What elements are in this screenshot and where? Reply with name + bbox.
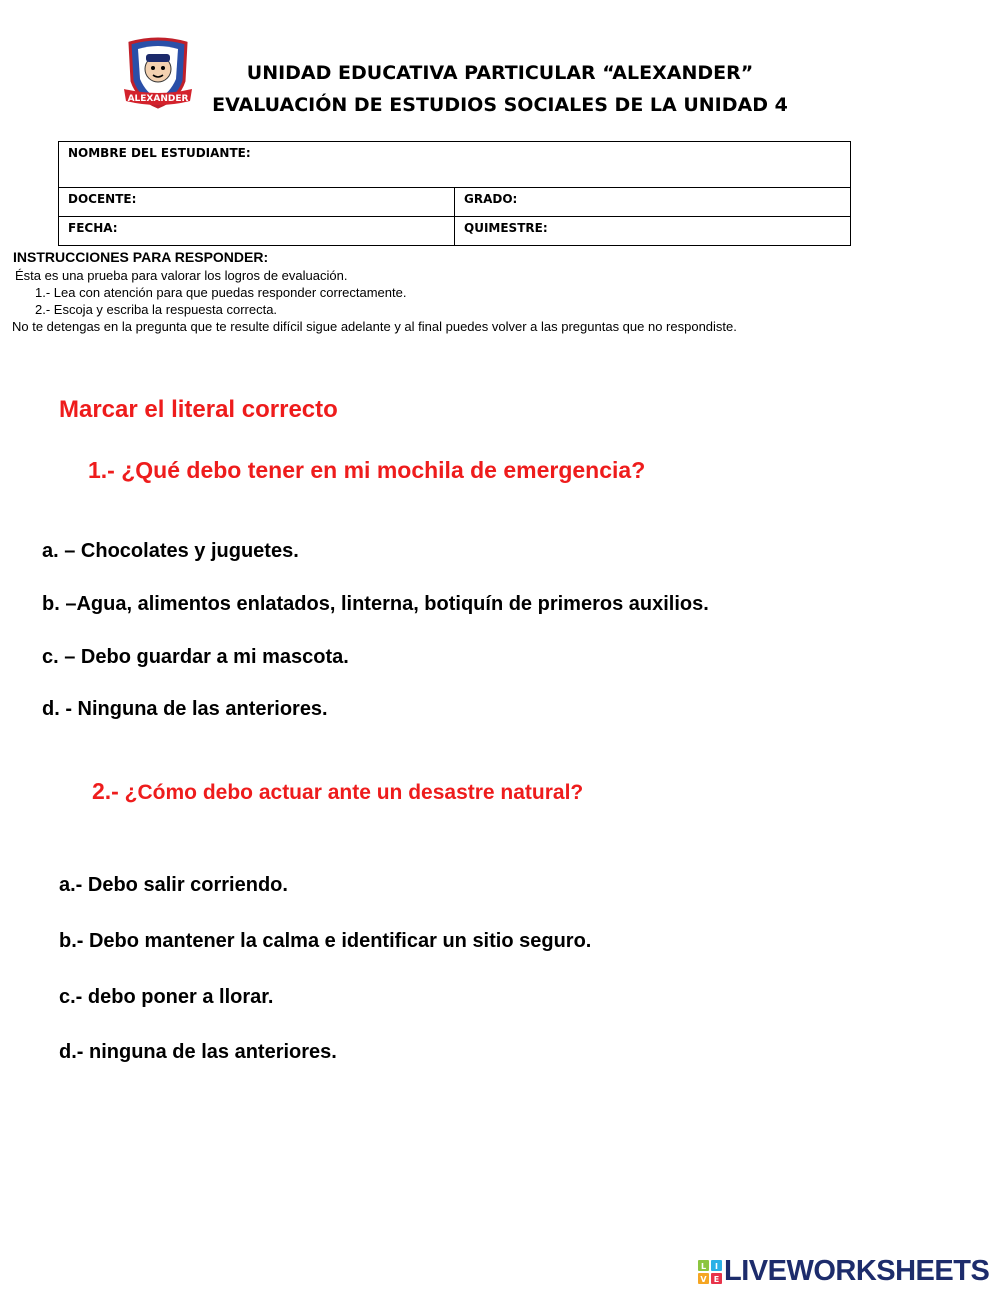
- term-label: QUIMESTRE:: [464, 221, 548, 235]
- logo-banner-text: ALEXANDER: [127, 94, 189, 104]
- question-2-option-c[interactable]: c.- debo poner a llorar.: [59, 986, 274, 1008]
- table-row: [59, 188, 851, 217]
- grade-field[interactable]: [455, 188, 851, 217]
- instructions-intro: Ésta es una prueba para valorar los logros de evaluación.: [15, 268, 348, 283]
- logo-letter: L: [700, 1261, 707, 1271]
- student-name-label: NOMBRE DEL ESTUDIANTE:: [68, 146, 251, 160]
- question-1-option-d[interactable]: d. - Ninguna de las anteriores.: [42, 698, 328, 720]
- question-2-option-d[interactable]: d.- ninguna de las anteriores.: [59, 1041, 337, 1063]
- school-title: UNIDAD EDUCATIVA PARTICULAR “ALEXANDER”: [246, 62, 754, 84]
- question-2: [92, 778, 583, 805]
- logo-letter: E: [713, 1274, 720, 1284]
- instructions-note: No te detengas en la pregunta que te resulte difícil sigue adelante y al final puedes volver a las preguntas que no respondiste.: [12, 319, 737, 334]
- question-2-option-b[interactable]: b.- Debo mantener la calma e identificar un sitio seguro.: [59, 930, 592, 952]
- teacher-field[interactable]: [59, 188, 455, 217]
- term-field[interactable]: [455, 217, 851, 246]
- question-2-text: ¿Cómo debo actuar ante un desastre natural?: [118, 781, 584, 804]
- table-row: [59, 217, 851, 246]
- question-2-option-a[interactable]: a.- Debo salir corriendo.: [59, 874, 288, 896]
- instructions-step-2: 2.- Escoja y escriba la respuesta correcta.: [35, 302, 278, 317]
- instructions-heading: INSTRUCCIONES PARA RESPONDER:: [13, 249, 269, 265]
- student-info-table: [58, 141, 851, 246]
- liveworksheets-logo-icon: [698, 1260, 722, 1284]
- question-1-option-a[interactable]: a. – Chocolates y juguetes.: [42, 540, 299, 562]
- liveworksheets-brand[interactable]: [698, 1255, 989, 1288]
- question-2-number: 2.-: [92, 778, 119, 804]
- teacher-label: DOCENTE:: [68, 192, 137, 206]
- instructions-step-1: 1.- Lea con atención para que puedas responder correctamente.: [35, 285, 407, 300]
- logo-letter: I: [715, 1261, 718, 1271]
- grade-label: GRADO:: [464, 192, 518, 206]
- question-1: 1.- ¿Qué debo tener en mi mochila de emergencia?: [88, 457, 646, 483]
- table-row: [59, 142, 851, 188]
- exam-title: EVALUACIÓN DE ESTUDIOS SOCIALES DE LA UNIDAD 4: [212, 94, 788, 116]
- question-1-option-c[interactable]: c. – Debo guardar a mi mascota.: [42, 646, 349, 668]
- date-label: FECHA:: [68, 221, 118, 235]
- brand-text: LIVEWORKSHEETS: [724, 1255, 990, 1287]
- logo-letter: V: [700, 1274, 707, 1284]
- student-name-field[interactable]: [59, 142, 851, 188]
- question-1-option-b[interactable]: b. –Agua, alimentos enlatados, linterna, botiquín de primeros auxilios.: [42, 593, 709, 615]
- date-field[interactable]: [59, 217, 455, 246]
- section-title: Marcar el literal correcto: [59, 396, 338, 423]
